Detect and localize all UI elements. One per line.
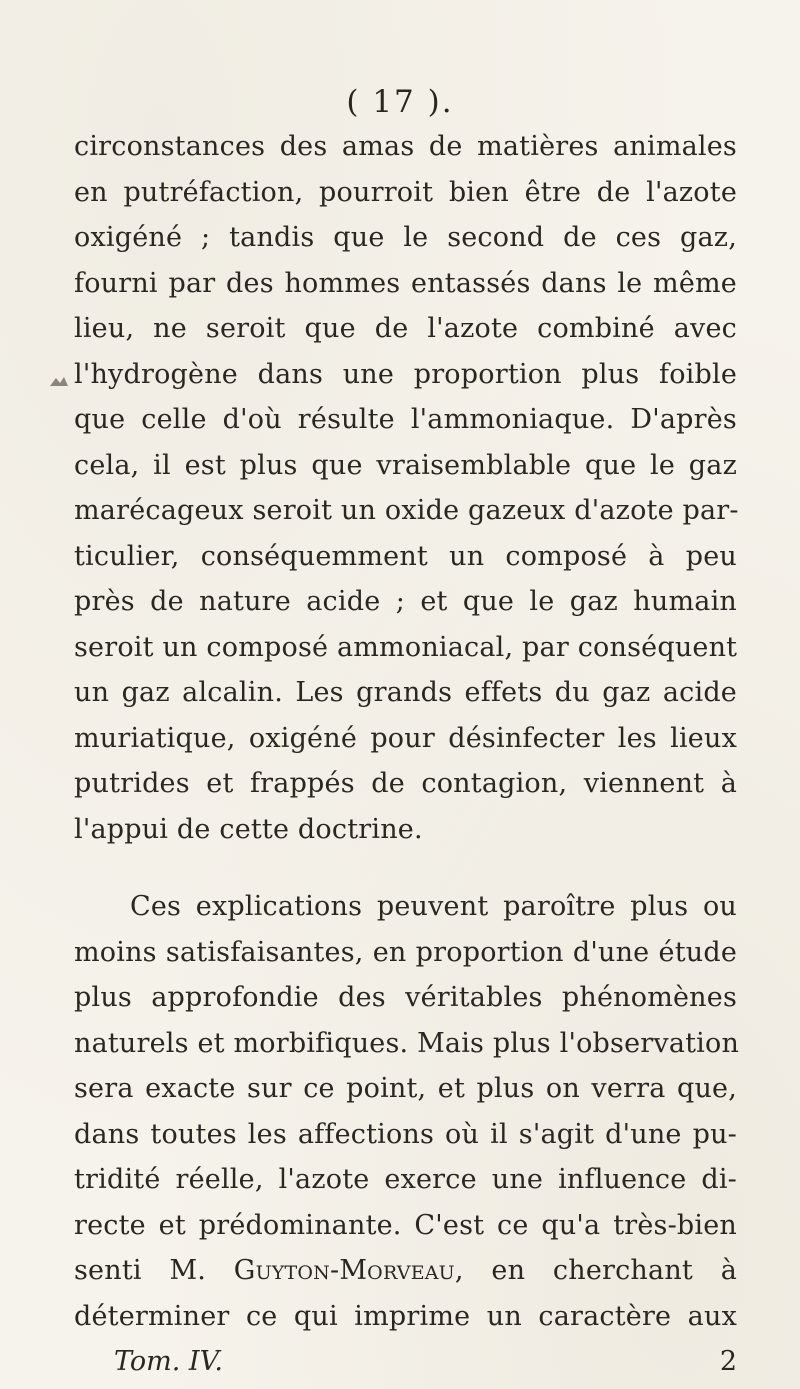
text-line: l'hydrogène dans une proportion plus foible [74,358,737,390]
text-line: naturels et morbifiques. Mais plus l'observation [74,1027,740,1059]
text-line: cela, il est plus que vraisemblable que le gaz [74,449,737,481]
printer-ornament-icon [48,374,70,390]
text-line: marécageux seroit un oxide gazeux d'azote par- [74,495,739,526]
text-line: recte et prédominante. C'est ce qu'a très-bien [74,1209,737,1241]
text-line: tridité réelle, l'azote exerce une influence di- [74,1164,737,1195]
text-line: plus approfondie des véritables phénomènes [74,982,737,1013]
text-segment: senti M. [74,1255,234,1286]
text-line: déterminer ce qui imprime un caractère aux [74,1300,737,1332]
page-number: ( 17 ). [346,84,454,120]
text-line: lieu, ne seroit que de l'azote combiné avec [74,313,737,344]
page-footer [74,1339,737,1385]
text-line: un gaz alcalin. Les grands effets du gaz acide [74,677,737,708]
text-line: ticulier, conséquemment un composé à peu [74,540,737,572]
text-line: l'appui de cette doctrine. [74,813,423,845]
text-line: Ces explications peuvent paroître plus ou [130,891,737,922]
volume-signature: Tom. IV. [114,1346,223,1377]
signature-mark: 2 [719,1346,737,1377]
text-line: que celle d'où résulte l'ammoniaque. D'après [74,404,737,435]
text-line: seroit un composé ammoniacal, par conséquent [74,631,738,663]
text-line: fourni par des hommes entassés dans le même [74,267,737,299]
text-line: en putréfaction, pourroit bien être de l'azote [74,176,737,208]
text-line: moins satisfaisantes, en proportion d'une étude [74,936,737,968]
text-line [74,1248,737,1294]
text-line: circonstances des amas de matières animales [74,131,737,162]
author-name: Guyton-Morveau [233,1255,455,1286]
text-segment: , en cherchant à [454,1255,737,1286]
text-line: putrides et frappés de contagion, viennent à [74,768,737,799]
text-line: oxigéné ; tandis que le second de ces gaz, [74,222,737,253]
text-line: sera exacte sur ce point, et plus on verra que, [74,1073,737,1104]
text-line: près de nature acide ; et que le gaz humain [74,586,737,617]
text-line: muriatique, oxigéné pour désinfecter les lieux [74,722,737,754]
text-line: dans toutes les affections où il s'agit d'une pu- [74,1118,737,1150]
